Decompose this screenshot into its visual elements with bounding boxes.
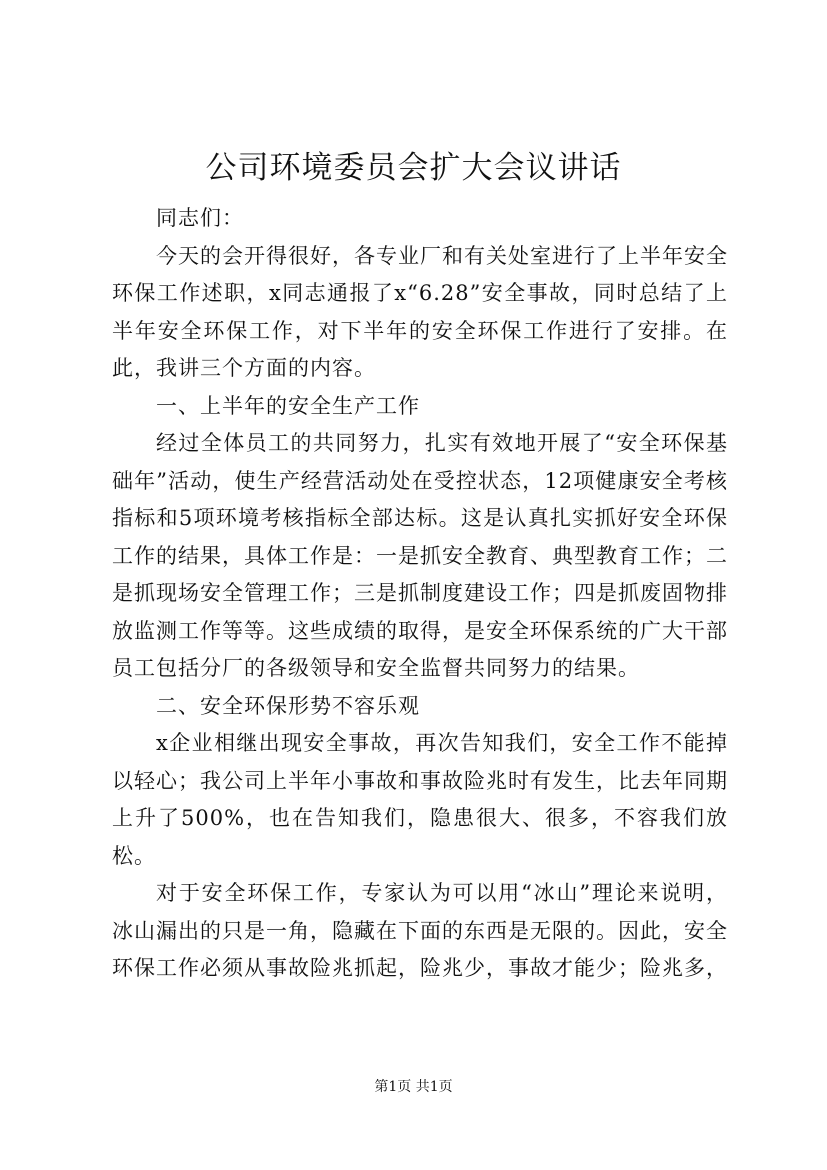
paragraph-salutation: 同志们： — [156, 206, 244, 230]
page-footer: 第1页 共1页 — [374, 1079, 453, 1095]
paragraph-section-2a: x企业相继出现安全事故，再次告知我们，安全工作不能掉以轻心；我公司上半年小事故和事故险兆时有发生，比去年同期上升了500%，也在告知我们，隐患很大、很多，不容我们放松。 — [112, 731, 728, 868]
paragraph-intro: 今天的会开得很好，各专业厂和有关处室进行了上半年安全环保工作述职，x同志通报了x“6.28”安全事故，同时总结了上半年安全环保工作，对下半年的安全环保工作进行了安排。在此，我讲三个方面的内容。 — [112, 243, 728, 380]
paragraph-section-2b: 对于安全环保工作，专家认为可以用“冰山”理论来说明，冰山漏出的只是一角，隐藏在下面的东西是无限的。因此，安全环保工作必须从事故险兆抓起，险兆少，事故才能少；险兆多， — [112, 881, 728, 980]
document-body — [112, 200, 728, 988]
document-title: 公司环境委员会扩大会议讲话 — [205, 150, 622, 186]
section-heading-2: 二、安全环保形势不容乐观 — [156, 693, 420, 718]
section-heading-1: 一、上半年的安全生产工作 — [156, 393, 420, 418]
paragraph-section-1: 经过全体员工的共同努力，扎实有效地开展了“安全环保基础年”活动，使生产经营活动处在受控状态，12项健康安全考核指标和5项环境考核指标全部达标。这是认真扎实抓好安全环保工作的结果，具体工作是：一是抓安全教育、典型教育工作；二是抓现场安全管理工作；三是抓制度建设工作；四是抓废固物排放监测工作等等。这些成绩的取得，是安全环保系统的广大干部员工包括分厂的各级领导和安全监督共同努力的结果。 — [112, 431, 728, 680]
